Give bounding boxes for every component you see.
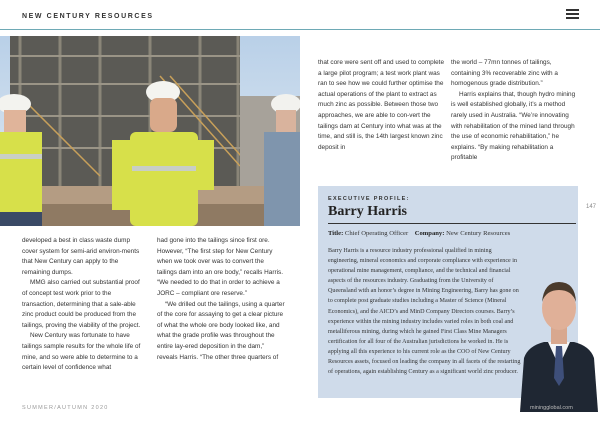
header-rule — [0, 29, 600, 30]
mine-site-photo — [0, 36, 300, 226]
hamburger-menu-icon[interactable] — [566, 9, 579, 19]
article-column-1 — [22, 236, 144, 374]
barry-harris-portrait — [518, 262, 600, 412]
article-column-4 — [451, 58, 579, 164]
paragraph: “We drilled out the tailings, using a quarter of the core for assaying to get a clear picture of what the whole ore body looked like, and what the grade profile was throughout the entire lay-ered deposition in the dam,” reveals Harris. “The other three quarters of — [157, 300, 285, 361]
title-label: Title: — [328, 230, 344, 237]
company-value: New Century Resources — [446, 230, 511, 237]
paragraph: MMG also carried out substantial proof of concept test work prior to the transaction, determining that a sale-able zinc product could be produced from the tailings, proving the viability of the project. — [22, 279, 141, 329]
title-value: Chief Operating Officer — [344, 230, 409, 237]
article-column-2 — [157, 236, 285, 363]
article-column-3 — [318, 58, 444, 153]
bio-text: Barry Harris is a resource industry professional qualified in mining engineering, mineral economics and corporate compliance with experience in operational mine management, compliance, and the technical and financial aspects of the resources industry. Graduating from the University of Queensland with an honor’s degree in Mining Engineering, Barry has gone on to complete post graduate studies including a Master of Science (Mineral Economics), and the AICD’s and MinD Company Directors courses. Barry’s experience within the mining industry includes varied roles in both coal and metalliferous mining, during which he gained First Class Mine Managers certification for all four of the Australian jurisdictions he worked in. He is applying all this experience to his current role as the COO of New Century Resources assets, focused on leading the company in all facets of the restarting of operations, again establishing Century as a significant world zinc producer. — [328, 248, 521, 376]
paragraph: developed a best in class waste dump cover system for semi-arid environ-ments that New Century can apply to the remaining dumps. — [22, 237, 140, 276]
profile-bio — [328, 246, 523, 377]
profile-name: Barry Harris — [328, 204, 407, 219]
footer-url[interactable]: miningglobal.com — [530, 405, 573, 411]
paragraph: New Century was fortunate to have tailings sample results for the whole life of mine, and so were able to determine to a certain level of confidence what — [22, 332, 141, 372]
paragraph: the world – 77mn tonnes of tailings, containing 3% recoverable zinc with a homogenous grade distribution.” — [451, 59, 558, 88]
company-label: Company: — [414, 230, 445, 237]
page-header — [0, 0, 600, 30]
brand-title: NEW CENTURY RESOURCES — [22, 13, 154, 20]
profile-kicker: EXECUTIVE PROFILE: — [328, 196, 410, 202]
footer-edition: SUMMER/AUTUMN 2020 — [22, 405, 109, 411]
paragraph: that core were sent off and used to complete a large pilot program; a test work plant was ran to see how we could further optimise the actual operations of the plant to extract as much zinc as possible. Between those two approaches, we are able to con-vert the tailings dam at Century into what was at the time, and still is, the 14th largest known zinc deposit in — [318, 59, 444, 151]
page-number: 147 — [586, 204, 597, 210]
paragraph: had gone into the tailings since first ore. However, “The first step for New Century when we took over was to convert the tailings dam into an ore body,” recalls Harris. “We needed to do that in order to achieve a JORC – compliant ore reserve.” — [157, 237, 283, 297]
paragraph: Harris explains that, though hydro mining is well established globally, it’s a method rarely used in Australia. “We’re innovating with rehabilitation of the mined land through the use of economic rehabilitation,” he explains. “By making rehabilitation a profitable — [451, 90, 576, 162]
profile-meta — [328, 230, 510, 237]
profile-divider — [328, 223, 576, 224]
